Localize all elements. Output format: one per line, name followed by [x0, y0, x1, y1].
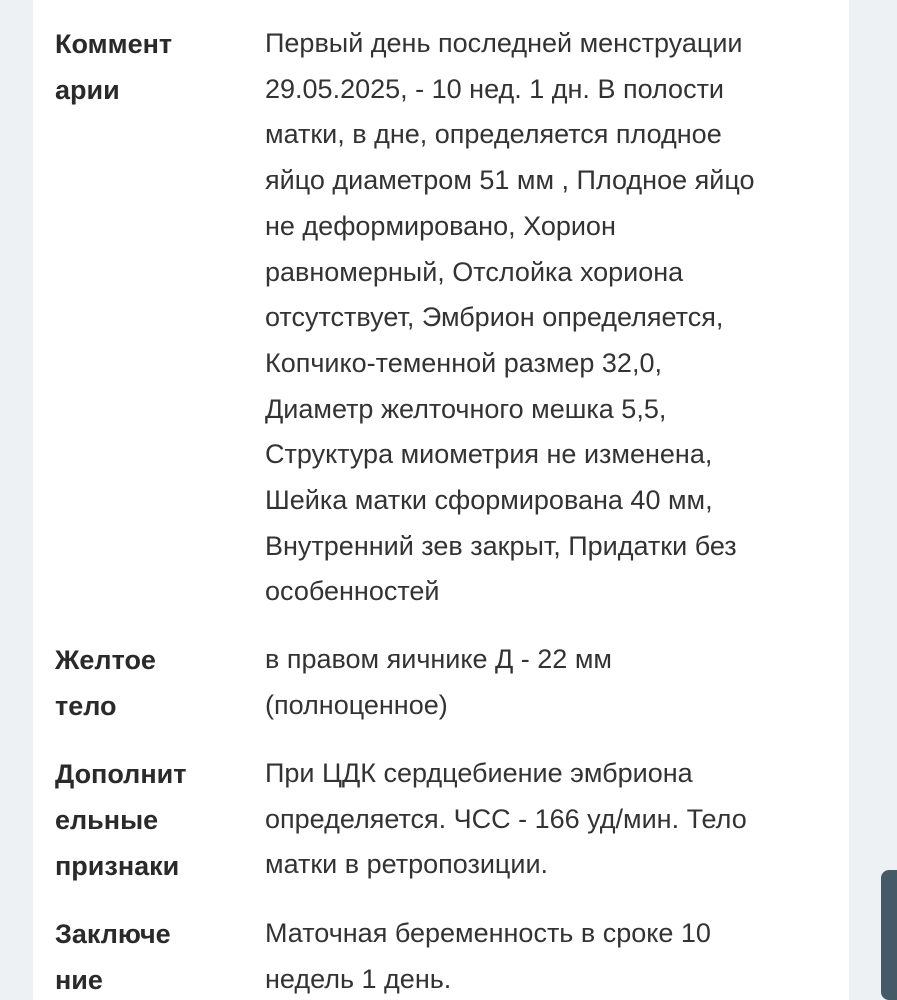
report-card: [33, 0, 849, 1000]
row-value-conclusion: Маточная беременность в сроке 10 недель 1 день.: [265, 918, 711, 994]
row-label-conclusion: Заключе ние: [55, 919, 171, 995]
row-label-additional-signs: Дополнит ельные признаки: [55, 759, 187, 881]
row-value-additional-signs: При ЦДК сердцебиение эмбриона определяется. ЧСС - 166 уд/мин. Тело матки в ретропозиции.: [265, 758, 747, 880]
row-label-corpus-luteum: Желтое тело: [55, 645, 156, 721]
row-value-comments: Первый день последней менструации 29.05.2025, - 10 нед. 1 дн. В полости матки, в дне, определяется плодное яйцо диаметром 51 мм , Плодное яйцо не деформировано, Хорион равномерный, Отслойка хориона отсутствует, Эмбрион определяется, Копчико-теменной размер 32,0, Диаметр желточного мешка 5,5, Структура миометрия не изменена, Шейка матки сформирована 40 мм, Внутренний зев закрыт, Придатки без особенностей: [265, 28, 755, 607]
scrollbar-thumb[interactable]: [881, 870, 897, 1000]
row-value-corpus-luteum: в правом яичнике Д - 22 мм (полноценное): [265, 644, 612, 720]
row-label-comments: Коммент арии: [55, 29, 173, 105]
